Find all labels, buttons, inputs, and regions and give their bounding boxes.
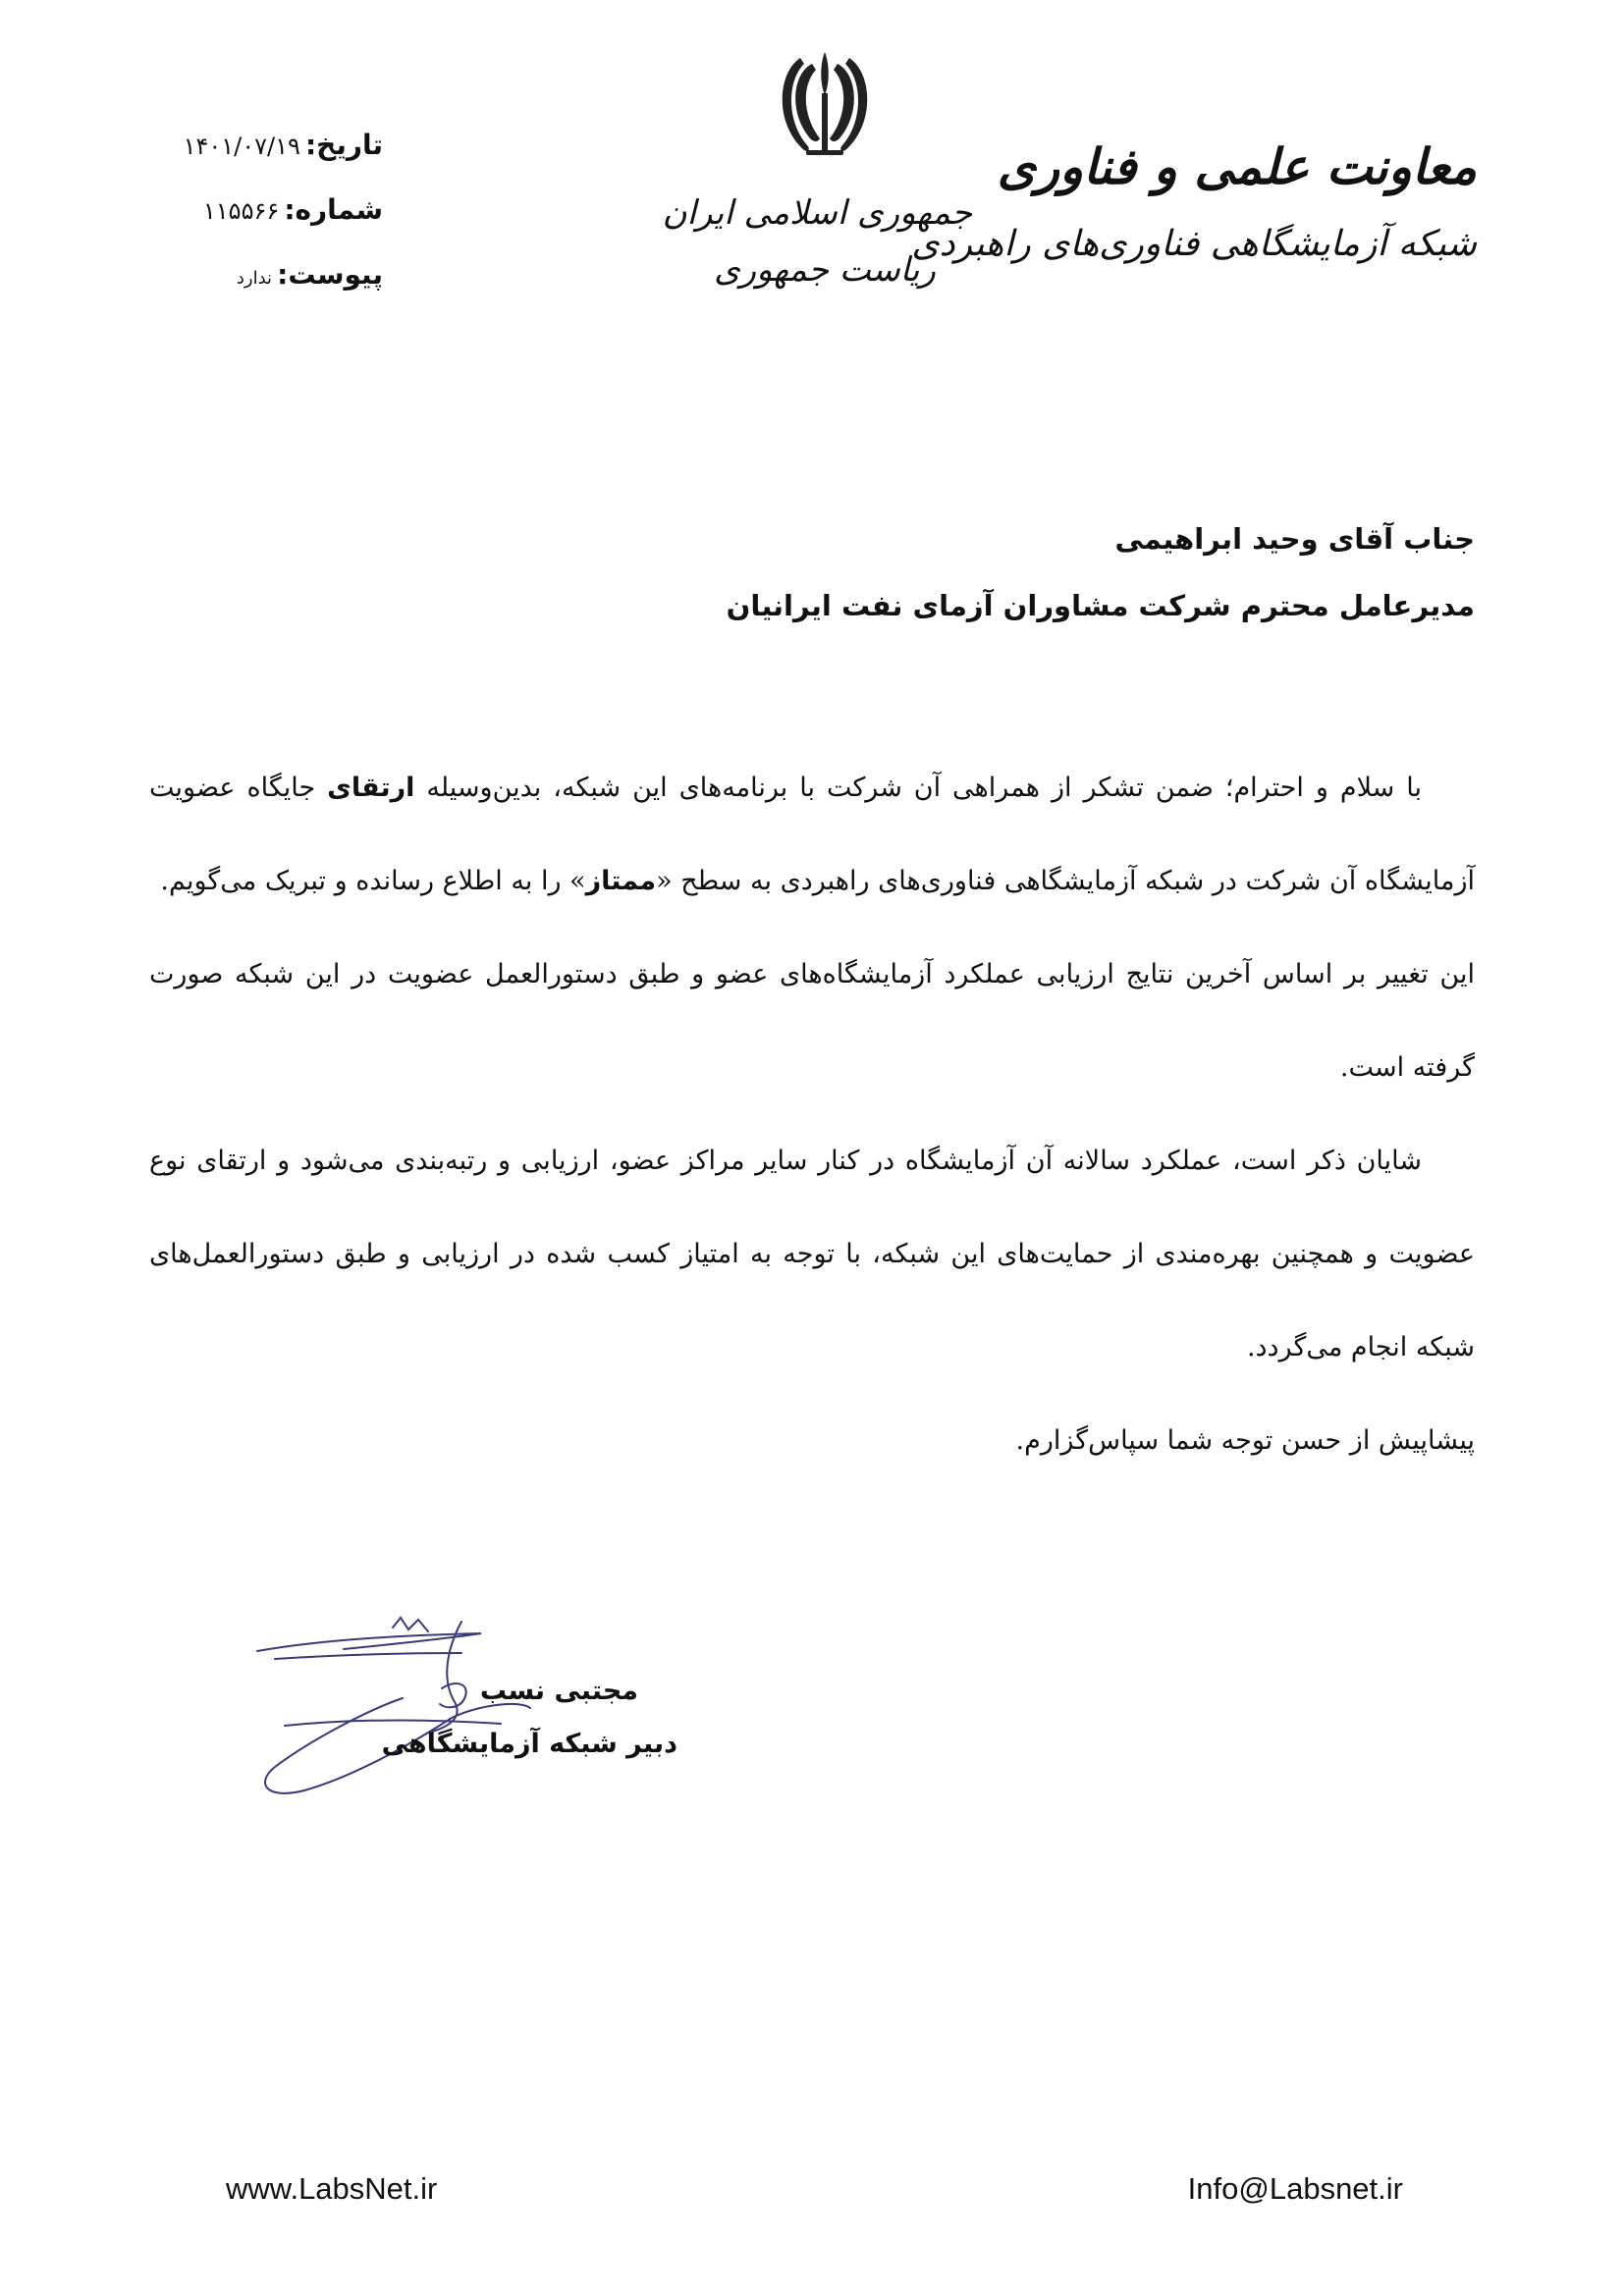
number-value: ۱۱۵۵۶۶ <box>202 197 280 225</box>
letter-meta <box>147 126 383 320</box>
attachment-row <box>147 255 383 320</box>
date-value: ۱۴۰۱/۰۷/۱۹ <box>183 133 300 160</box>
emblem-header <box>662 44 972 295</box>
date-label: تاریخ: <box>304 129 383 161</box>
recipient-title: مدیرعامل محترم شرکت مشاوران آزمای نفت ایرانیان <box>726 589 1475 622</box>
signer-name: مجتبی نسب <box>479 1676 638 1706</box>
org-title: معاونت علمی و فناوری <box>997 137 1477 195</box>
footer-email[interactable]: Info@Labsnet.ir <box>1187 2171 1403 2206</box>
letter-body <box>149 741 1475 1487</box>
org-header <box>911 133 1477 274</box>
body-p1-part-b: جایگاه عضویت آزمایشگاه آن شرکت در شبکه آزمایشگاهی فناوری‌های راهبردی به سطح « <box>149 773 1475 896</box>
emblem-country-text: جمهوری اسلامی ایران <box>662 193 972 233</box>
body-p1-part-a: با سلام و احترام؛ ضمن تشکر از همراهی آن شرکت با برنامه‌های این شبکه، بدین‌وسیله <box>426 773 1422 803</box>
number-label: شماره: <box>284 193 383 226</box>
body-p1-bold-excellent: ممتاز <box>585 866 657 896</box>
number-row <box>147 190 383 255</box>
recipient-name: جناب آقای وحید ابراهیمی <box>1114 522 1475 556</box>
footer-website[interactable]: www.LabsNet.ir <box>226 2171 438 2206</box>
date-row <box>147 126 383 190</box>
signature-block <box>245 1610 697 1816</box>
body-p1-part-c: » را به اطلاع رسانده و تبریک می‌گویم. <box>160 866 586 896</box>
iran-emblem-icon <box>771 44 879 162</box>
body-p1-bold-upgrade: ارتقای <box>327 773 415 803</box>
body-paragraph-3: شایان ذکر است، عملکرد سالانه آن آزمایشگاه در کنار سایر مراکز عضو، ارزیابی و رتبه‌بندی می‌شود و ارتقای نوع عضویت و همچنین بهره‌مندی از حمایت‌های این شبکه، با توجه به امتیاز کسب شده در ارزیابی و طبق دستورالعمل‌های شبکه انجام می‌گردد. <box>149 1146 1475 1362</box>
signer-role: دبیر شبکه آزمایشگاهی <box>381 1729 677 1759</box>
body-paragraph-4: پیشاپیش از حسن توجه شما سپاس‌گزارم. <box>1015 1425 1475 1456</box>
emblem-presidency-text: ریاست جمهوری <box>714 250 936 290</box>
body-paragraph-1 <box>149 741 1475 928</box>
signer <box>382 1669 677 1767</box>
attachment-label: پیوست: <box>277 258 383 291</box>
org-subtitle: شبکه آزمایشگاهی فناوری‌های راهبردی <box>911 224 1477 264</box>
body-paragraph-2: این تغییر بر اساس آخرین نتایج ارزیابی عملکرد آزمایشگاه‌های عضو و طبق دستورالعمل عضویت در این شبکه صورت گرفته است. <box>149 959 1475 1083</box>
attachment-value: ندارد <box>236 268 273 289</box>
recipient-block <box>591 512 1475 632</box>
